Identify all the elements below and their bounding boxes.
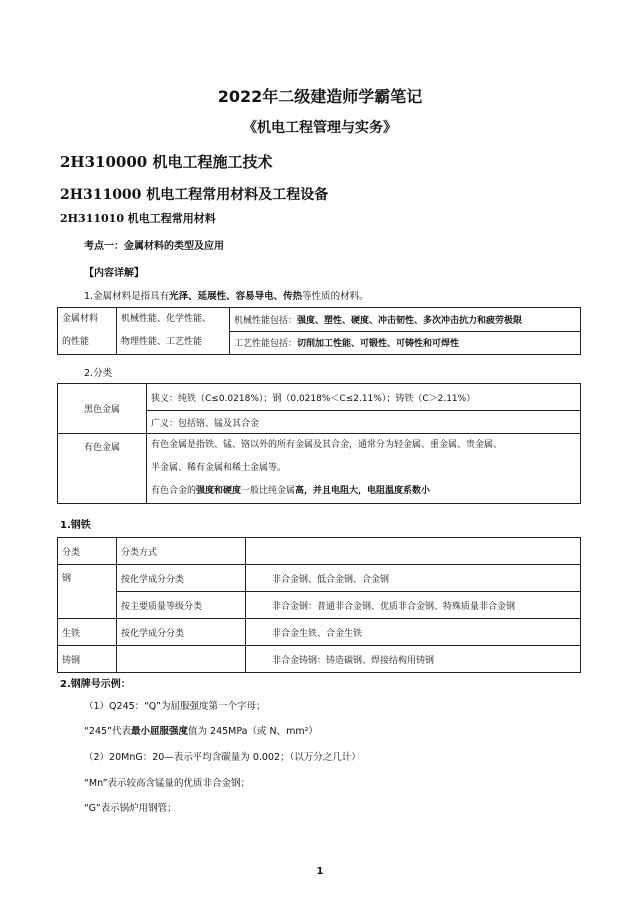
- nonferrous-line1: 有色金属是指铁、锰、铬以外的所有金属及其合金，通常分为轻金属、重金属、贵金属、: [151, 440, 503, 450]
- nonferrous-line3-mid: 一般比纯金属: [241, 486, 296, 496]
- item1-bold: 光泽、延展性、容易导电、传热: [169, 291, 303, 302]
- steel-classification-table: [57, 537, 581, 673]
- item1-suffix: 等性质的材料。: [302, 291, 369, 302]
- steel-method-2: 按主要质量等级分类: [117, 592, 246, 619]
- steel-method-1: 按化学成分分类: [117, 565, 246, 592]
- mechanical-prefix: 机械性能包括：: [234, 315, 298, 326]
- detail-header: 【内容详解】: [84, 268, 144, 279]
- process-properties-cell: [230, 331, 581, 355]
- heading-level3: 2H311010 机电工程常用材料: [60, 212, 216, 225]
- process-bold: 切削加工性能、可锻性、可铸性和可焊性: [297, 339, 460, 350]
- item1-prefix: 1.金属材料是指具有: [84, 291, 170, 302]
- grade-line2-prefix: “245”代表: [84, 726, 131, 737]
- nonferrous-line3: [151, 480, 576, 503]
- grade-line5: “G”表示锅炉用钢管；: [84, 803, 177, 814]
- heading-level2: 2H311000 机电工程常用材料及工程设备: [60, 187, 329, 203]
- process-prefix: 工艺性能包括：: [234, 339, 298, 350]
- metal-classification-table: [57, 383, 581, 504]
- mechanical-properties-cell: [230, 308, 581, 332]
- properties-types-cell: [117, 308, 230, 355]
- cast-steel-types: 非合金铸钢：铸造碳钢、焊接结构用铸钢: [246, 646, 581, 673]
- grade-line3: （2）20MnG：20—表示平均含碳量为 0.002；（以万分之几计）: [84, 752, 361, 763]
- heading-level1: 2H310000 机电工程施工技术: [60, 153, 273, 171]
- steel-types-2: 非合金钢：普通非合金钢、优质非合金钢、特殊质量非合金钢: [246, 592, 581, 619]
- cast-steel-method: [117, 646, 246, 673]
- item1-paragraph: [84, 288, 369, 302]
- properties-types-line1: 机械性能、化学性能、: [121, 314, 212, 324]
- header-method: 分类方式: [117, 538, 246, 565]
- grade-line1: （1）Q245：“Q”为屈服强度第一个字母；: [84, 701, 266, 712]
- steel-types-1: 非合金钢、低合金钢、合金钢: [246, 565, 581, 592]
- properties-label-line2: 的性能: [62, 337, 90, 347]
- document-subtitle: 《机电工程管理与实务》: [243, 120, 397, 136]
- grade-line2: [84, 723, 318, 737]
- grade-line2-suffix: 值为 245MPa（或 N、mm²）: [188, 726, 318, 737]
- nonferrous-label-cell: 有色金属: [58, 434, 147, 504]
- pig-iron-types: 非合金生铁、合金生铁: [246, 619, 581, 646]
- nonferrous-content-cell: [147, 434, 581, 504]
- grade-line2-bold: 最小屈服强度: [130, 726, 188, 737]
- metal-properties-table: [57, 307, 581, 355]
- properties-types-line2: 物理性能、工艺性能: [121, 337, 203, 347]
- pig-iron-method: 按化学成分分类: [117, 619, 246, 646]
- nonferrous-line3-bold1: 强度和硬度: [196, 486, 242, 496]
- grade-title: 2.钢牌号示例：: [60, 679, 131, 690]
- properties-label-line1: 金属材料: [62, 314, 99, 324]
- steel-title: 1.钢铁: [60, 520, 91, 531]
- ferrous-label-cell: 黑色金属: [58, 384, 147, 434]
- cast-steel-label-cell: 铸钢: [58, 646, 117, 673]
- ferrous-narrow-cell: 狭义：纯铁（C≤0.0218%）；钢（0.0218%＜C≤2.11%）；铸铁（C＞2.11%）: [147, 384, 581, 411]
- document-title: 2022年二级建造师学霸笔记: [217, 87, 423, 106]
- properties-label-cell: [58, 308, 117, 355]
- header-category: 分类: [58, 538, 117, 565]
- header-types: [246, 538, 581, 565]
- item2-heading: 2.分类: [84, 368, 113, 379]
- mechanical-bold: 强度、塑性、硬度、冲击韧性、多次冲击抗力和疲劳极限: [297, 315, 523, 326]
- steel-label-cell: 钢: [58, 565, 117, 619]
- nonferrous-line3-prefix: 有色合金的: [151, 486, 197, 496]
- grade-line4: “Mn”表示较高含锰量的优质非合金钢；: [84, 778, 251, 789]
- nonferrous-line3-bold2: 高，并且电阻大，电阻温度系数小: [295, 486, 431, 496]
- page-number: 1: [316, 866, 324, 877]
- nonferrous-line2: 半金属、稀有金属和稀土金属等。: [151, 463, 287, 473]
- topic-title: 考点一：金属材料的类型及应用: [84, 241, 224, 252]
- ferrous-broad-cell: 广义：包括铬、锰及其合金: [147, 411, 581, 434]
- pig-iron-label-cell: 生铁: [58, 619, 117, 646]
